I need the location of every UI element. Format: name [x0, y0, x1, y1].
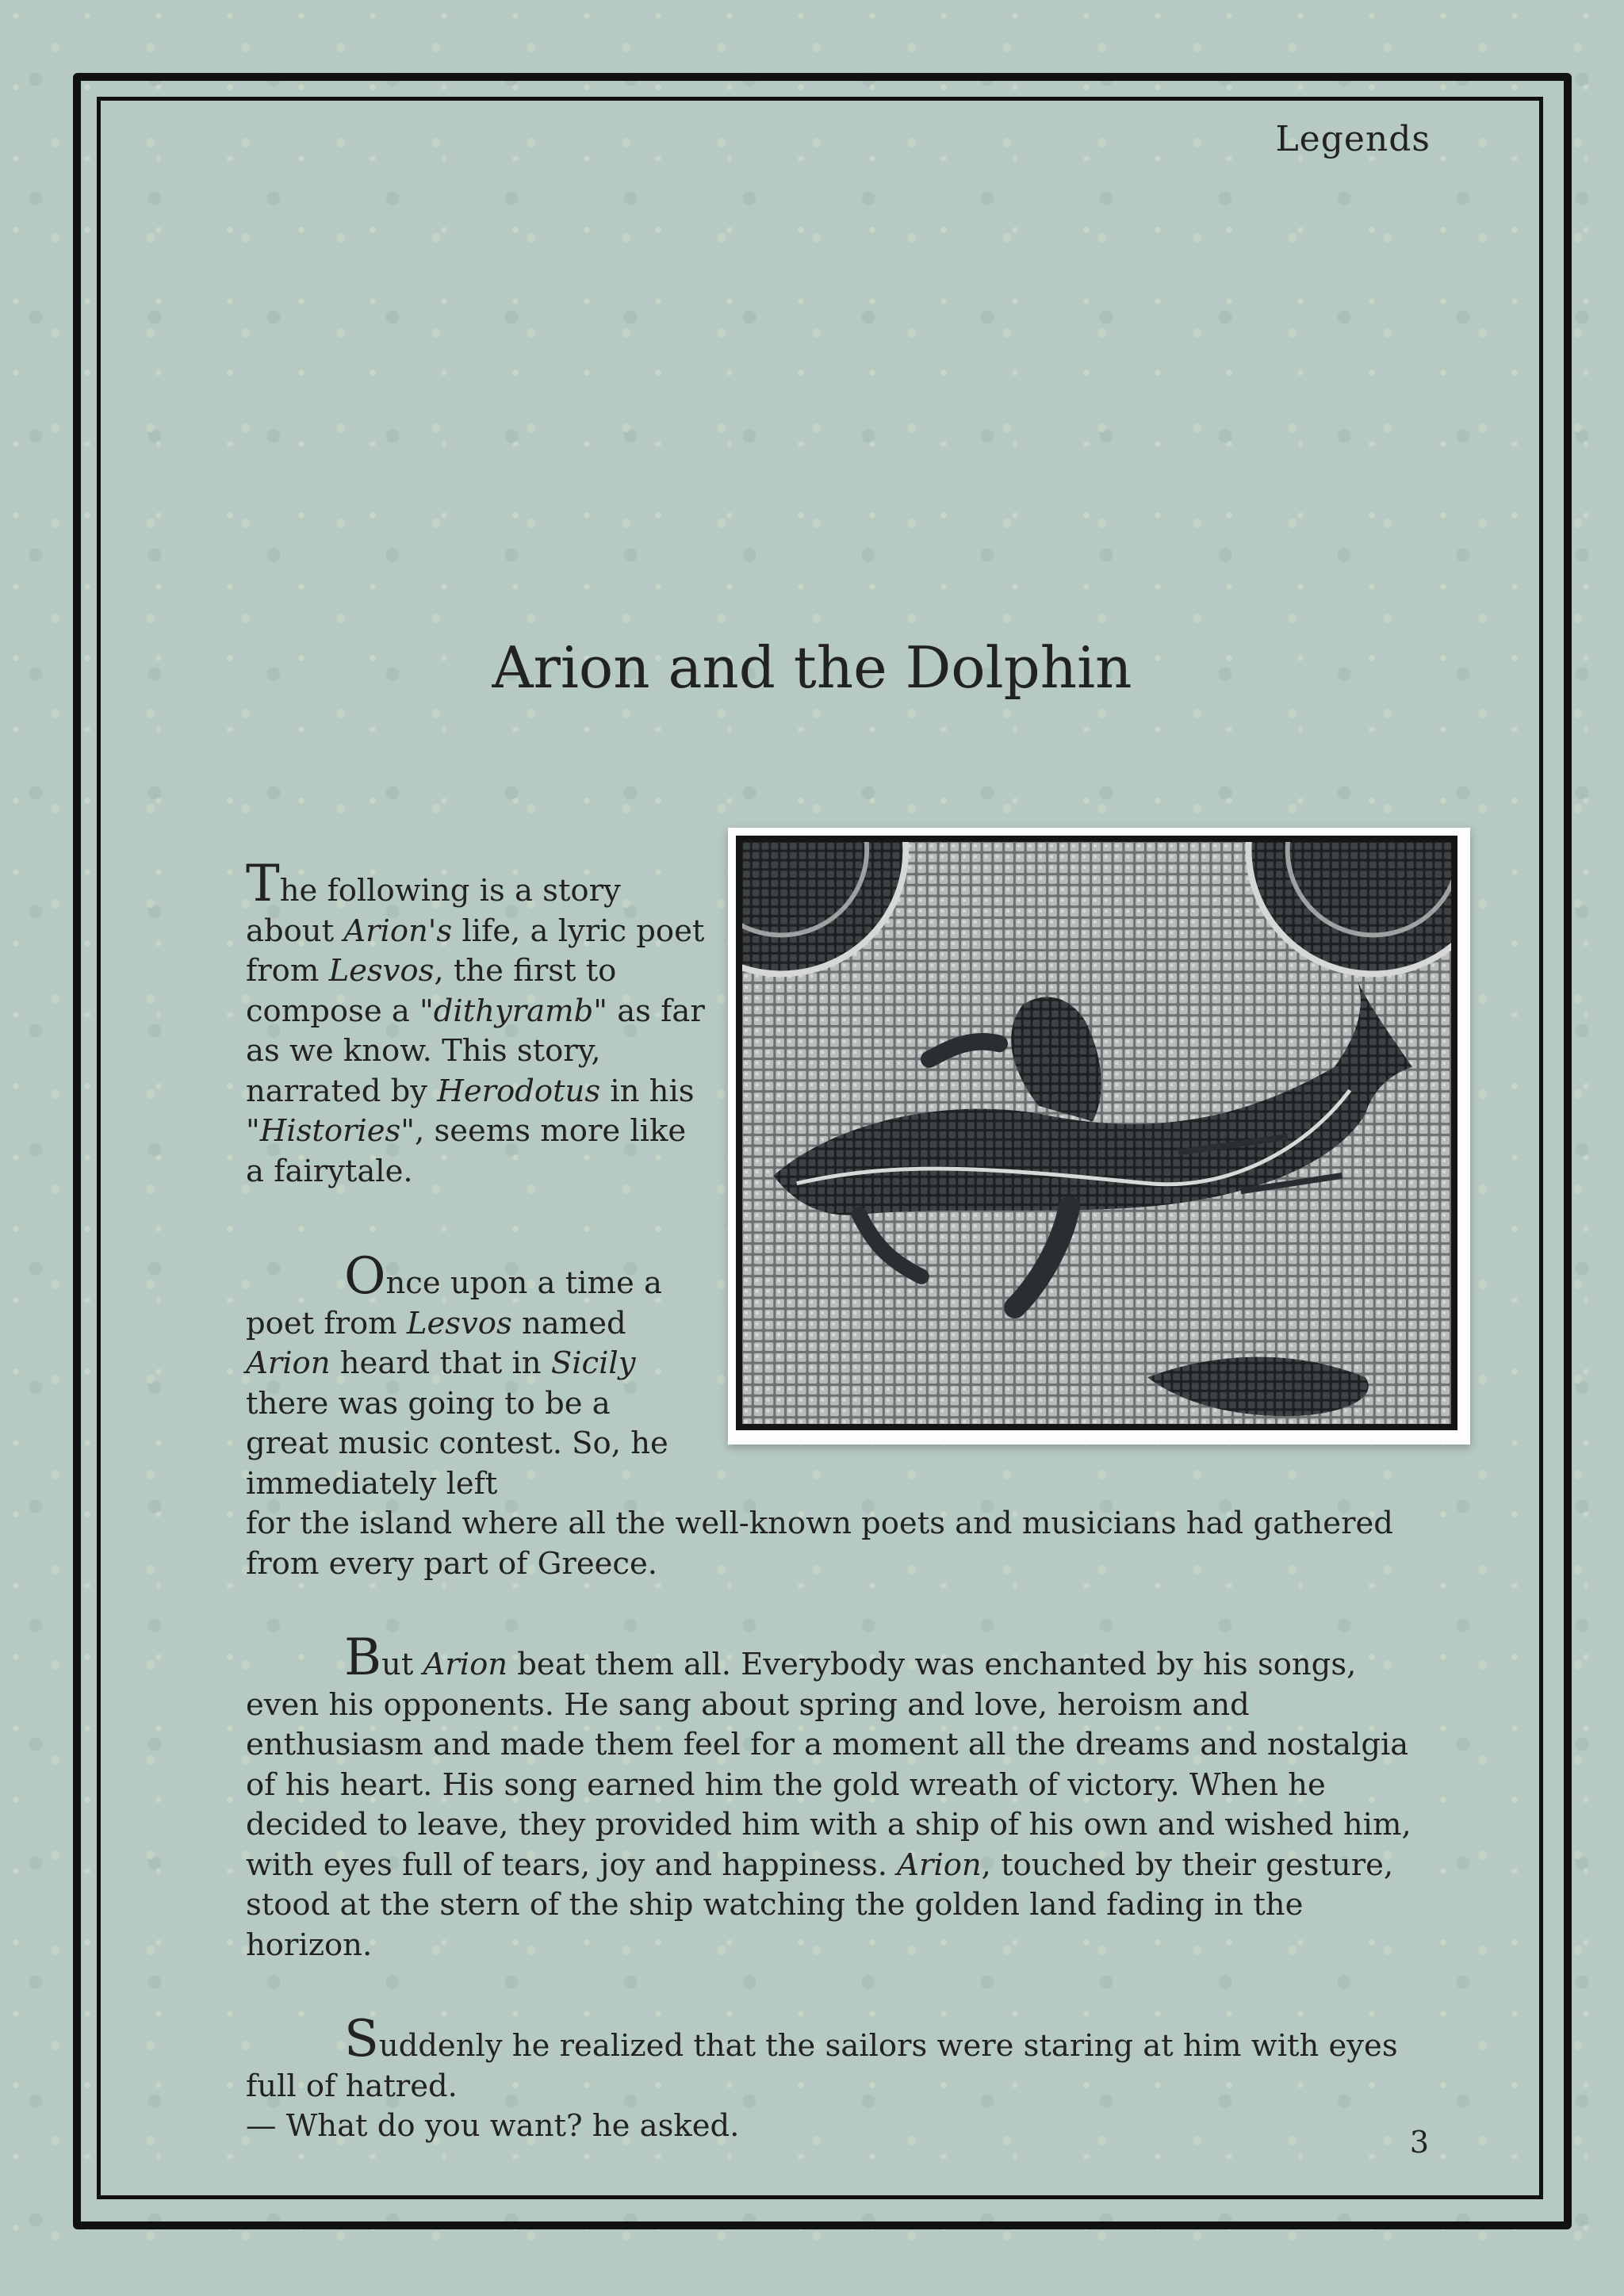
- paragraph-once-upon: Once upon a time a poet from Lesvos named Arion heard that in Sicily there was going to be a great music contest. So, he immediately left for the island where all the well-known poets and musicians had gathered from every part of Greece.: [246, 1247, 1393, 1582]
- intro-paragraph: The following is a story about Arion's life, a lyric poet from Lesvos, the first to compose a "dithyramb" as far as we know. This story, narrated by Herodotus in his "Histories", seems more like a fairytale.: [246, 855, 705, 1189]
- paragraph-suddenly: Suddenly he realized that the sailors were staring at him with eyes full of hatred.: [246, 2010, 1398, 2104]
- story-title: Arion and the Dolphin: [492, 634, 1132, 701]
- drop-cap: O: [344, 1247, 386, 1306]
- paragraph-but-arion: But Arion beat them all. Everybody was enchanted by his songs, even his opponents. He sang about spring and love, heroism and enthusiasm and made them feel for a moment all the dreams and nostalgia of his heart. His song earned him the gold wreath of victory. When he decided to leave, they provided him with a ship of his own and wished him, with eyes full of tears, joy and happiness. Arion, touched by their gesture, stood at the stern of the ship watching the golden land fading in the horizon.: [246, 1628, 1411, 1963]
- drop-cap: T: [246, 855, 280, 913]
- story-body: [246, 855, 1411, 2147]
- drop-cap: S: [344, 2010, 379, 2068]
- drop-cap: B: [344, 1628, 382, 1687]
- running-header: Legends: [1275, 119, 1431, 159]
- page-number: 3: [1409, 2125, 1429, 2160]
- dialogue-line: — What do you want? he asked.: [246, 2108, 740, 2144]
